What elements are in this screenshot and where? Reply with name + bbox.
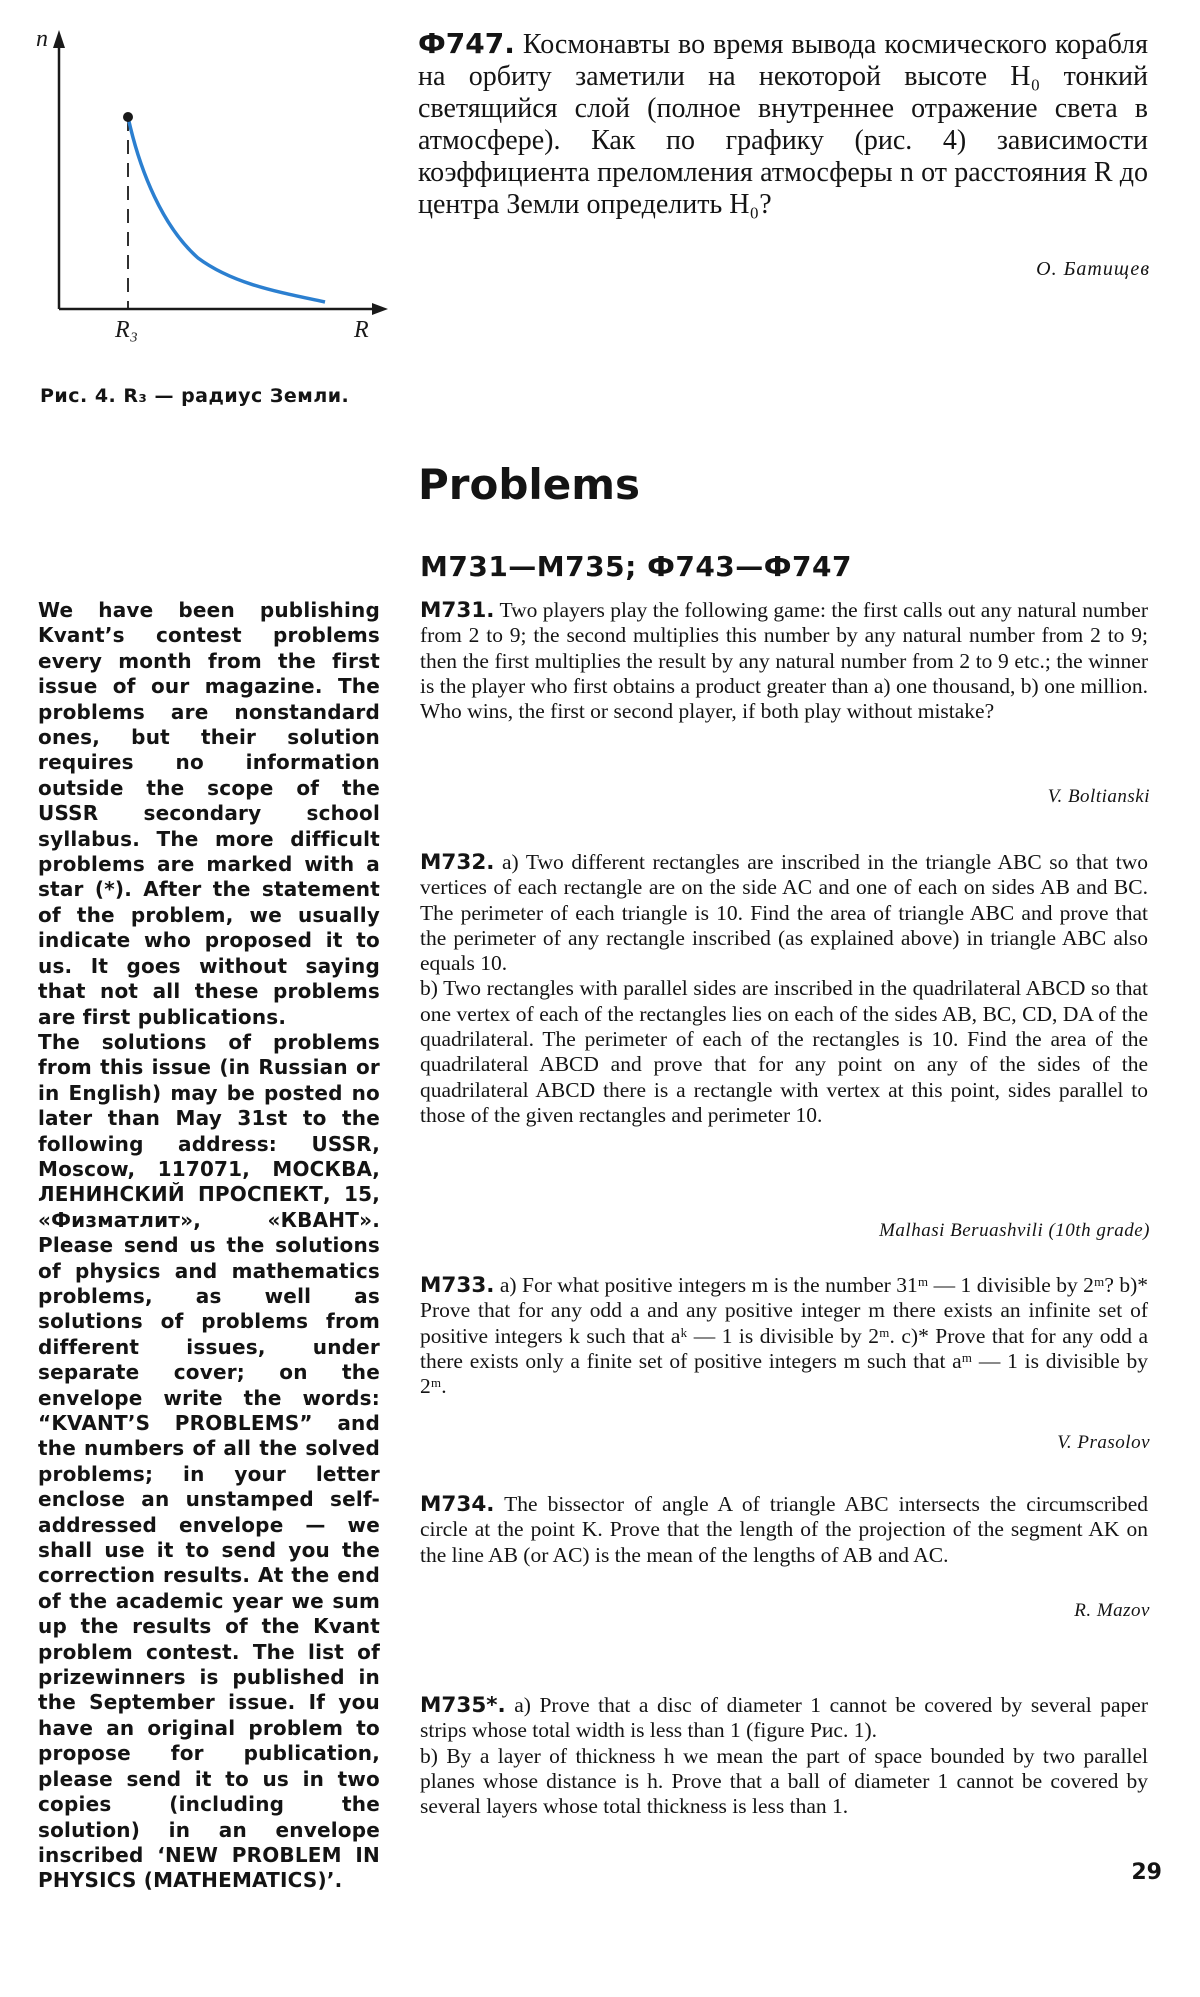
problem-number: Ф747. — [418, 27, 515, 60]
problem-text: a) Two different rectangles are inscribed in the triangle ABC so that two vertices of each rectangle are on the side AC and one of each on sides AB and BC. The perimeter of each triangle is 10. Find the area of triangle ABC and prove that the perimeter of any rectangle inscribed (as explained above) in triangle ABC also equals 10. — [420, 850, 1149, 976]
problem-author: R. Mazov — [1074, 1600, 1150, 1621]
earth-radius-tick-label: R₃ — [115, 317, 139, 342]
refraction-curve — [128, 117, 325, 302]
problem-text: Two players play the following game: the first calls out any natural number from 2 to 9; the second multiplies this number by any natural number from 2 to 9; then the first multiplies the result by any natural number from 2 to 9 etc.; the winner is the player who first obtains a product greater than a) one thousand, b) one million. Who wins, the first or second player, if both play without mistake? — [420, 598, 1148, 724]
problem-number: M734. — [420, 1492, 495, 1517]
page-title: Problems — [418, 460, 641, 509]
problem-text: Космонавты во время вывода космического корабля на орбиту заметили на некоторой высоте H₀ тонкий светящийся слой (полное внутреннее отражение света в атмосфере). Как по графику (рис. 4) зависимости коэффициента преломления атмосферы n от расстояния R до центра Земли определить H₀? — [418, 29, 1149, 220]
problem-m732 — [420, 850, 1148, 1128]
intro-paragraph: The solutions of problems from this issue (in Russian or in English) may be posted no later than May 31st to the following address: USSR, Moscow, 117071, МОСКВА, ЛЕНИНСКИЙ ПРОСПЕКТ, 15, «Физматлит», «КВАНТ». Please send us the solutions of physics and mathematics problems, as well as solutions of problems from different issues, under separate cover; on the envelope write the words: “KVANT’S PROBLEMS” and the numbers of all the solved problems; in your letter enclose an unstamped self-addressed envelope — we shall use it to send you the correction results. At the end of the academic year we sum up the results of the Kvant problem contest. The list of prizewinners is published in the September issue. If you have an original problem to propose for publication, please send it to us in two copies (including the solution) in an envelope inscribed ‘NEW PROBLEM IN PHYSICS (MATHEMATICS)’. — [38, 1029, 380, 1893]
problem-author: Malhasi Beruashvili (10th grade) — [879, 1220, 1150, 1241]
problem-author: V. Prasolov — [1057, 1432, 1150, 1453]
problem-m733 — [420, 1273, 1148, 1399]
problem-text: a) For what positive integers m is the number 31ᵐ — 1 divisible by 2ᵐ? b)* Prove that for any odd a and any positive integer m there exists an infinite set of positive integers k such that aᵏ — 1 is divisible by 2ᵐ. c)* Prove that for any odd a there exists only a finite set of positive integers m such that aᵐ — 1 is divisible by 2ᵐ. — [420, 1273, 1149, 1399]
problem-f747 — [418, 28, 1148, 221]
intro-paragraph: We have been publishing Kvant’s contest problems every month from the first issue of our magazine. The problems are nonstandard ones, but their solution requires no information outside the scope of the USSR secondary school syllabus. The more difficult problems are marked with a star (*). After the statement of the problem, we usually indicate who proposed it to us. It goes without saying that not all these problems are first publications. — [38, 598, 380, 1029]
problem-m735 — [420, 1693, 1148, 1819]
problem-text: a) Prove that a disc of diameter 1 cannot be covered by several paper strips whose total width is less than 1 (figure Рис. 1). — [420, 1693, 1148, 1743]
problem-text: The bissector of angle A of triangle ABC intersects the circumscribed circle at the point K. Prove that the length of the projection of the segment AK on the line AB (or AC) is the mean of the lengths of AB and AC. — [420, 1492, 1148, 1567]
x-axis-arrow — [372, 303, 388, 315]
problem-text-part-b: b) Two rectangles with parallel sides are inscribed in the quadrilateral ABCD so that one vertex of each of the rectangles lies on each of the sides AB, BC, CD, DA of the quadrilateral. The perimeter of each of the rectangles is 10. Find the area of the quadrilateral ABCD and prove that for any point on any of the sides of the quadrilateral ABCD there is a rectangle with vertex at this point, sides parallel to those of the given rectangles and perimeter 10. — [420, 976, 1148, 1127]
y-axis-arrow — [53, 30, 65, 48]
problem-number: M735*. — [420, 1693, 506, 1718]
problem-author: V. Boltianski — [1047, 786, 1150, 807]
problem-number: M731. — [420, 598, 495, 623]
x-axis-label: R — [354, 317, 369, 342]
curve-start-point — [123, 112, 133, 122]
y-axis-label: n — [36, 26, 48, 52]
section-subtitle: M731—M735; Ф743—Ф747 — [420, 550, 852, 583]
figure-caption: Рис. 4. R₃ — радиус Земли. — [40, 385, 350, 407]
problem-author: О. Батищев — [1036, 258, 1150, 280]
problem-number: M732. — [420, 850, 495, 875]
refraction-graph — [28, 22, 388, 342]
problem-m731 — [420, 598, 1148, 724]
problem-m734 — [420, 1492, 1148, 1568]
problem-text-part-b: b) By a layer of thickness h we mean the part of space bounded by two parallel planes whose distance is h. Prove that a ball of diameter 1 cannot be covered by several layers whose total thickness is less than 1. — [420, 1743, 1148, 1819]
problem-number: M733. — [420, 1273, 495, 1298]
intro-column — [38, 598, 380, 1894]
page-number: 29 — [1131, 1860, 1162, 1885]
